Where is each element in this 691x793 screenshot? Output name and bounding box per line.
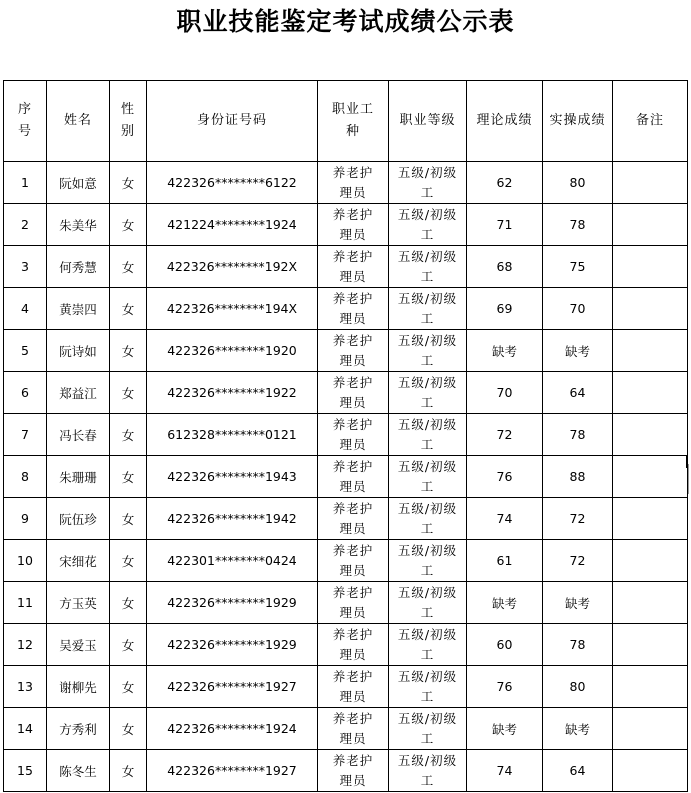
cell-name: 谢柳先 [47,666,110,708]
cell-practice-score: 78 [543,204,613,246]
cell-seq: 13 [4,666,47,708]
header-row [4,81,688,162]
cell-name: 何秀慧 [47,246,110,288]
cell-name: 方秀利 [47,708,110,750]
cell-practice-score: 64 [543,750,613,792]
table-row [4,540,688,582]
cell-gender: 女 [110,540,147,582]
edge-line [688,464,689,494]
header-remark: 备注 [613,81,688,162]
cell-level: 五级/初级工 [389,204,467,246]
cell-job-type: 养老护理员 [318,456,389,498]
cell-remark [613,372,688,414]
cell-name: 郑益江 [47,372,110,414]
table-row [4,372,688,414]
cell-theory-score: 62 [467,162,543,204]
cell-id-number: 422326********1927 [147,666,318,708]
cell-seq: 11 [4,582,47,624]
cell-id-number: 422326********1920 [147,330,318,372]
cell-theory-score: 61 [467,540,543,582]
cell-job-type: 养老护理员 [318,750,389,792]
cell-seq: 7 [4,414,47,456]
cell-id-number: 422326********6122 [147,162,318,204]
cell-job-type: 养老护理员 [318,162,389,204]
table-row [4,204,688,246]
cell-practice-score: 缺考 [543,708,613,750]
cell-remark [613,204,688,246]
table-row [4,708,688,750]
cell-gender: 女 [110,330,147,372]
cell-seq: 3 [4,246,47,288]
cell-gender: 女 [110,666,147,708]
cell-id-number: 422326********1942 [147,498,318,540]
cell-level: 五级/初级工 [389,540,467,582]
cell-level: 五级/初级工 [389,330,467,372]
cell-remark [613,498,688,540]
cell-theory-score: 缺考 [467,708,543,750]
cell-theory-score: 60 [467,624,543,666]
cell-seq: 12 [4,624,47,666]
cell-job-type: 养老护理员 [318,624,389,666]
cell-name: 冯长春 [47,414,110,456]
header-seq: 序号 [4,81,47,162]
cell-job-type: 养老护理员 [318,372,389,414]
header-job-type: 职业工种 [318,81,389,162]
cell-id-number: 422326********1922 [147,372,318,414]
cell-gender: 女 [110,204,147,246]
cell-practice-score: 78 [543,414,613,456]
cell-level: 五级/初级工 [389,708,467,750]
cell-theory-score: 70 [467,372,543,414]
table-row [4,582,688,624]
cell-level: 五级/初级工 [389,582,467,624]
table-row [4,414,688,456]
cell-gender: 女 [110,162,147,204]
cell-level: 五级/初级工 [389,750,467,792]
header-name: 姓名 [47,81,110,162]
cell-level: 五级/初级工 [389,666,467,708]
header-practice-score: 实操成绩 [543,81,613,162]
cell-job-type: 养老护理员 [318,666,389,708]
cell-seq: 15 [4,750,47,792]
cell-name: 阮诗如 [47,330,110,372]
cell-theory-score: 68 [467,246,543,288]
cell-practice-score: 64 [543,372,613,414]
table-row [4,666,688,708]
cell-remark [613,540,688,582]
cell-remark [613,708,688,750]
cell-seq: 4 [4,288,47,330]
cell-seq: 2 [4,204,47,246]
cell-level: 五级/初级工 [389,498,467,540]
cell-theory-score: 74 [467,750,543,792]
cell-gender: 女 [110,624,147,666]
cell-id-number: 612328********0121 [147,414,318,456]
cell-remark [613,456,688,498]
cell-job-type: 养老护理员 [318,414,389,456]
cell-id-number: 422326********1924 [147,708,318,750]
cell-job-type: 养老护理员 [318,288,389,330]
cell-name: 朱珊珊 [47,456,110,498]
cell-theory-score: 71 [467,204,543,246]
table-row [4,624,688,666]
cell-gender: 女 [110,498,147,540]
cell-id-number: 422326********194X [147,288,318,330]
table-row [4,456,688,498]
scores-table [3,80,688,792]
cell-remark [613,750,688,792]
cell-job-type: 养老护理员 [318,246,389,288]
cell-remark [613,624,688,666]
header-theory-score: 理论成绩 [467,81,543,162]
cell-gender: 女 [110,288,147,330]
cell-gender: 女 [110,582,147,624]
cell-theory-score: 缺考 [467,330,543,372]
cell-remark [613,582,688,624]
cell-name: 宋细花 [47,540,110,582]
cell-id-number: 422326********1943 [147,456,318,498]
table-row [4,330,688,372]
table-row [4,288,688,330]
cell-theory-score: 69 [467,288,543,330]
cell-theory-score: 76 [467,456,543,498]
cell-practice-score: 72 [543,540,613,582]
cell-id-number: 422326********1929 [147,582,318,624]
cell-level: 五级/初级工 [389,162,467,204]
cell-seq: 5 [4,330,47,372]
cell-gender: 女 [110,750,147,792]
cell-name: 吴爱玉 [47,624,110,666]
header-level: 职业等级 [389,81,467,162]
header-gender: 性别 [110,81,147,162]
cell-remark [613,666,688,708]
cell-practice-score: 70 [543,288,613,330]
cell-level: 五级/初级工 [389,624,467,666]
cell-seq: 10 [4,540,47,582]
cell-name: 阮伍珍 [47,498,110,540]
page-title: 职业技能鉴定考试成绩公示表 [176,7,515,36]
cell-gender: 女 [110,414,147,456]
header-id-number: 身份证号码 [147,81,318,162]
table-body [4,162,688,792]
cell-name: 黄崇四 [47,288,110,330]
cell-practice-score: 78 [543,624,613,666]
cell-name: 朱美华 [47,204,110,246]
cell-job-type: 养老护理员 [318,708,389,750]
cell-level: 五级/初级工 [389,456,467,498]
cell-gender: 女 [110,372,147,414]
cell-job-type: 养老护理员 [318,498,389,540]
cell-name: 陈冬生 [47,750,110,792]
cell-level: 五级/初级工 [389,246,467,288]
cell-remark [613,330,688,372]
cell-remark [613,414,688,456]
cell-name: 方玉英 [47,582,110,624]
cell-practice-score: 缺考 [543,582,613,624]
cell-practice-score: 80 [543,162,613,204]
table-row [4,498,688,540]
cell-practice-score: 88 [543,456,613,498]
cell-practice-score: 80 [543,666,613,708]
cell-seq: 14 [4,708,47,750]
cell-id-number: 422326********1927 [147,750,318,792]
cell-job-type: 养老护理员 [318,582,389,624]
table-row [4,750,688,792]
cell-seq: 6 [4,372,47,414]
cell-level: 五级/初级工 [389,288,467,330]
cell-practice-score: 75 [543,246,613,288]
cell-theory-score: 72 [467,414,543,456]
table-row [4,162,688,204]
cell-gender: 女 [110,246,147,288]
cell-level: 五级/初级工 [389,414,467,456]
cell-gender: 女 [110,456,147,498]
cell-id-number: 422326********192X [147,246,318,288]
cell-practice-score: 缺考 [543,330,613,372]
cell-seq: 1 [4,162,47,204]
cell-remark [613,246,688,288]
cell-remark [613,162,688,204]
cell-theory-score: 76 [467,666,543,708]
cell-gender: 女 [110,708,147,750]
cell-name: 阮如意 [47,162,110,204]
cell-id-number: 422326********1929 [147,624,318,666]
cell-remark [613,288,688,330]
cell-id-number: 422301********0424 [147,540,318,582]
cell-practice-score: 72 [543,498,613,540]
cell-level: 五级/初级工 [389,372,467,414]
cell-theory-score: 74 [467,498,543,540]
cell-id-number: 421224********1924 [147,204,318,246]
cell-seq: 8 [4,456,47,498]
table-row [4,246,688,288]
cell-job-type: 养老护理员 [318,204,389,246]
cell-job-type: 养老护理员 [318,330,389,372]
cell-job-type: 养老护理员 [318,540,389,582]
cell-seq: 9 [4,498,47,540]
cell-theory-score: 缺考 [467,582,543,624]
